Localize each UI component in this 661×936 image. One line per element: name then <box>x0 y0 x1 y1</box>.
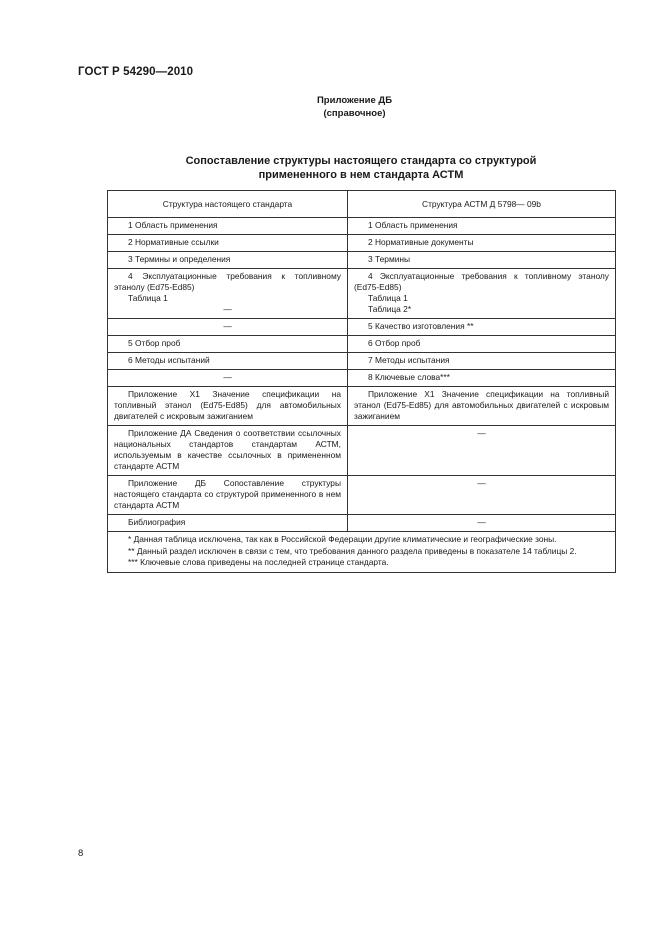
left-cell: 5 Отбор проб <box>108 336 348 353</box>
table-note: *** Ключевые слова приведены на последней странице стандарта. <box>128 557 389 567</box>
table-row <box>108 370 616 387</box>
table-note: ** Данный раздел исключен в связи с тем, что требования данного раздела приведены в показателе 14 таблицы 2. <box>128 545 577 556</box>
right-cell: — <box>348 515 616 532</box>
right-cell: 2 Нормативные документы <box>348 235 616 252</box>
structure-comparison-table <box>107 190 616 573</box>
right-cell: Приложение Х1 Значение спецификации на топливный этанол (Ed75-Ed85) для автомобильных двигателей с искровым зажиганием <box>348 387 616 426</box>
header-this-standard: Структура настоящего стандарта <box>108 191 348 218</box>
table-title <box>107 154 615 182</box>
right-cell: 1 Область применения <box>348 218 616 235</box>
document-code: ГОСТ Р 54290—2010 <box>78 66 194 78</box>
right-cell: 3 Термины <box>348 252 616 269</box>
table-notes-row <box>108 532 616 573</box>
right-cell: — <box>348 476 616 515</box>
appendix-title: Приложение ДБ <box>316 95 393 106</box>
left-cell-text: 4 Эксплуатационные требования к топливному этанолу (Ed75-Ed85) <box>114 271 341 292</box>
table-row <box>108 269 616 319</box>
left-cell: Приложение Х1 Значение спецификации на топливный этанол (Ed75-Ed85) для автомобильных двигателей с искровым зажиганием <box>108 387 348 426</box>
appendix-heading <box>0 94 661 120</box>
table-title-line-2: примененного в нем стандарта АСТМ <box>258 169 464 181</box>
table-row <box>108 218 616 235</box>
page-number: 8 <box>78 848 84 859</box>
appendix-subtitle: (справочное) <box>323 108 386 119</box>
right-cell: — <box>348 426 616 476</box>
table-row <box>108 353 616 370</box>
table-header-row <box>108 191 616 218</box>
right-cell: 8 Ключевые слова*** <box>348 370 616 387</box>
left-cell-dash: — <box>223 304 232 314</box>
left-cell: — <box>108 319 348 336</box>
table-note: * Данная таблица исключена, так как в Российской Федерации другие климатические и географические зоны. <box>128 534 557 544</box>
left-cell-table-ref: Таблица 1 <box>128 293 168 303</box>
right-cell-table-ref-1: Таблица 1 <box>368 293 408 303</box>
right-cell <box>348 269 616 319</box>
table-row <box>108 387 616 426</box>
left-cell: 3 Термины и определения <box>108 252 348 269</box>
table-row <box>108 252 616 269</box>
right-cell-table-ref-2: Таблица 2* <box>368 304 412 314</box>
table-row <box>108 426 616 476</box>
left-cell: 1 Область применения <box>108 218 348 235</box>
left-cell: — <box>108 370 348 387</box>
table-row <box>108 336 616 353</box>
table-notes <box>108 532 616 573</box>
table-row <box>108 515 616 532</box>
right-cell: 5 Качество изготовления ** <box>348 319 616 336</box>
left-cell <box>108 269 348 319</box>
left-cell: Приложение ДБ Сопоставление структуры настоящего стандарта со структурой примененного в нем стандарта АСТМ <box>108 476 348 515</box>
header-astm-standard: Структура АСТМ Д 5798— 09b <box>348 191 616 218</box>
right-cell-text: 4 Эксплуатационные требования к топливному этанолу (Ed75-Ed85) <box>354 271 609 292</box>
table-row <box>108 235 616 252</box>
right-cell: 7 Методы испытания <box>348 353 616 370</box>
left-cell: Библиография <box>108 515 348 532</box>
table-row <box>108 319 616 336</box>
left-cell: Приложение ДА Сведения о соответствии ссылочных национальных стандартов стандартам АСТМ, используемым в качестве ссылочных в примененном стандарте АСТМ <box>108 426 348 476</box>
table-row <box>108 476 616 515</box>
table-title-line-1: Сопоставление структуры настоящего стандарта со структурой <box>185 155 537 167</box>
right-cell: 6 Отбор проб <box>348 336 616 353</box>
left-cell: 2 Нормативные ссылки <box>108 235 348 252</box>
left-cell: 6 Методы испытаний <box>108 353 348 370</box>
